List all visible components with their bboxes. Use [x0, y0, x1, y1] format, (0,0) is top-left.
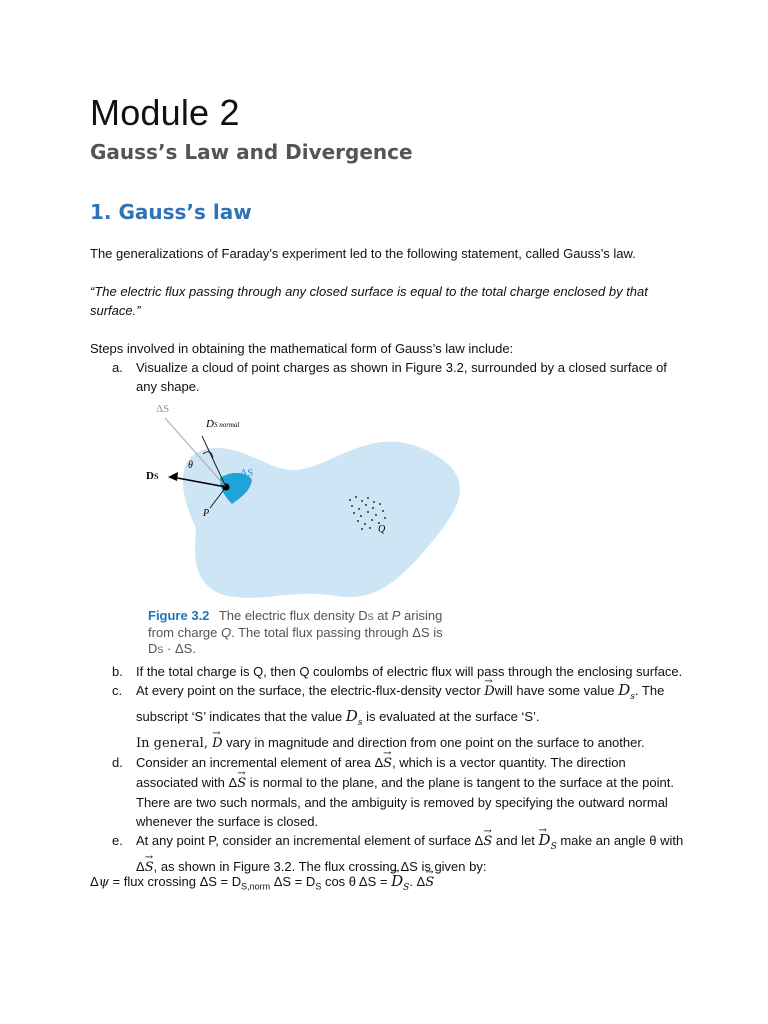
- point-charge: [367, 511, 369, 513]
- label-ds-left: DS: [146, 470, 159, 482]
- list-item-text: At any point P, consider an incremental element of surface Δ→ S and let → $D_S$ make an angle θ with Δ→ S, as shown in Figure 3.2. The flux crossing ΔS is given by:: [136, 833, 683, 874]
- label-ds-normal: DS normal: [206, 418, 240, 430]
- point-charge: [349, 499, 351, 501]
- point-charge: [361, 500, 363, 502]
- list-marker: c.: [112, 683, 123, 698]
- point-charge: [365, 504, 367, 506]
- label-delta-s-patch: ΔS: [240, 467, 254, 479]
- list-marker: b.: [112, 664, 123, 679]
- list-marker: e.: [112, 833, 123, 848]
- point-charge: [364, 523, 366, 525]
- point-charge: [355, 496, 357, 498]
- point-charge: [357, 520, 359, 522]
- figure-3-2: [140, 400, 480, 655]
- point-charge: [369, 527, 371, 529]
- list-item-text: If the total charge is Q, then Q coulombs of electric flux will pass through the enclosing surface.: [136, 664, 683, 679]
- vector-d: → D: [484, 682, 494, 701]
- point-charge: [372, 507, 374, 509]
- point-charge: [382, 510, 384, 512]
- label-theta: θ: [188, 460, 193, 471]
- ds-arrowhead: [168, 472, 178, 481]
- flux-equation: Δψ = flux crossing $\Delta S = D_{S,norm}$ $\Delta S = D_S$ cos θ ΔS = → $D_S$. Δ→ S: [90, 872, 434, 898]
- point-charge: [351, 505, 353, 507]
- point-charge: [360, 515, 362, 517]
- list-item: [90, 358, 690, 396]
- point-charge: [384, 517, 386, 519]
- point-charge: [378, 522, 380, 524]
- point-charge: [358, 508, 360, 510]
- section-heading: 1. Gauss’s law: [90, 200, 252, 224]
- list-item-text: At every point on the surface, the electric-flux-density vector → Dwill have some value $D_s$. The subscript ‘S’ indicates that the value $D_s$ is evaluated at the surface ‘S’. In general, → D vary in magnitude and direction from one point on the surface to another.: [136, 683, 664, 750]
- label-delta-s-top: ΔS: [156, 403, 170, 415]
- label-p: P: [203, 508, 210, 519]
- list-item: [90, 681, 690, 753]
- figure-caption-line3: DS · ΔS.: [148, 641, 196, 655]
- figure-caption-line1: Figure 3.2 The electric flux density DS at P arising: [148, 608, 443, 623]
- closed-surface: [183, 442, 460, 598]
- gauss-law-quote: “The electric flux passing through any closed surface is equal to the total charge enclosed by that surface.”: [90, 284, 648, 318]
- list-item: [90, 662, 690, 681]
- label-q: Q: [378, 524, 386, 535]
- list-item-text: Visualize a cloud of point charges as shown in Figure 3.2, surrounded by a closed surface of any shape.: [136, 360, 667, 394]
- list-item: [90, 831, 690, 877]
- page-subtitle: Gauss’s Law and Divergence: [90, 140, 413, 164]
- point-charge: [353, 512, 355, 514]
- intro-paragraph: The generalizations of Faraday’s experiment led to the following statement, called Gauss’s law.: [90, 246, 636, 261]
- point-charge: [367, 497, 369, 499]
- point-charge: [375, 514, 377, 516]
- list-marker: d.: [112, 755, 123, 770]
- figure-caption-line2: from charge Q. The total flux passing through ΔS is: [148, 625, 443, 640]
- list-item: [90, 753, 690, 831]
- list-item-text: Consider an incremental element of area Δ→ S, which is a vector quantity. The direction associated with Δ→ S is normal to the plane, and the plane is tangent to the surface at the point. There are two such normals, and the ambiguity is removed by specifying the outward normal whenever the surface is closed.: [136, 755, 674, 829]
- steps-list: [90, 358, 690, 396]
- point-charge: [373, 501, 375, 503]
- point-charge: [379, 503, 381, 505]
- symbol-ds: $D_s$: [618, 681, 635, 702]
- list-marker: a.: [112, 360, 123, 375]
- point-charge: [361, 528, 363, 530]
- steps-intro: Steps involved in obtaining the mathematical form of Gauss’s law include:: [90, 341, 514, 356]
- steps-list-continued: [90, 662, 690, 877]
- point-charge: [371, 519, 373, 521]
- page-title: Module 2: [90, 92, 240, 133]
